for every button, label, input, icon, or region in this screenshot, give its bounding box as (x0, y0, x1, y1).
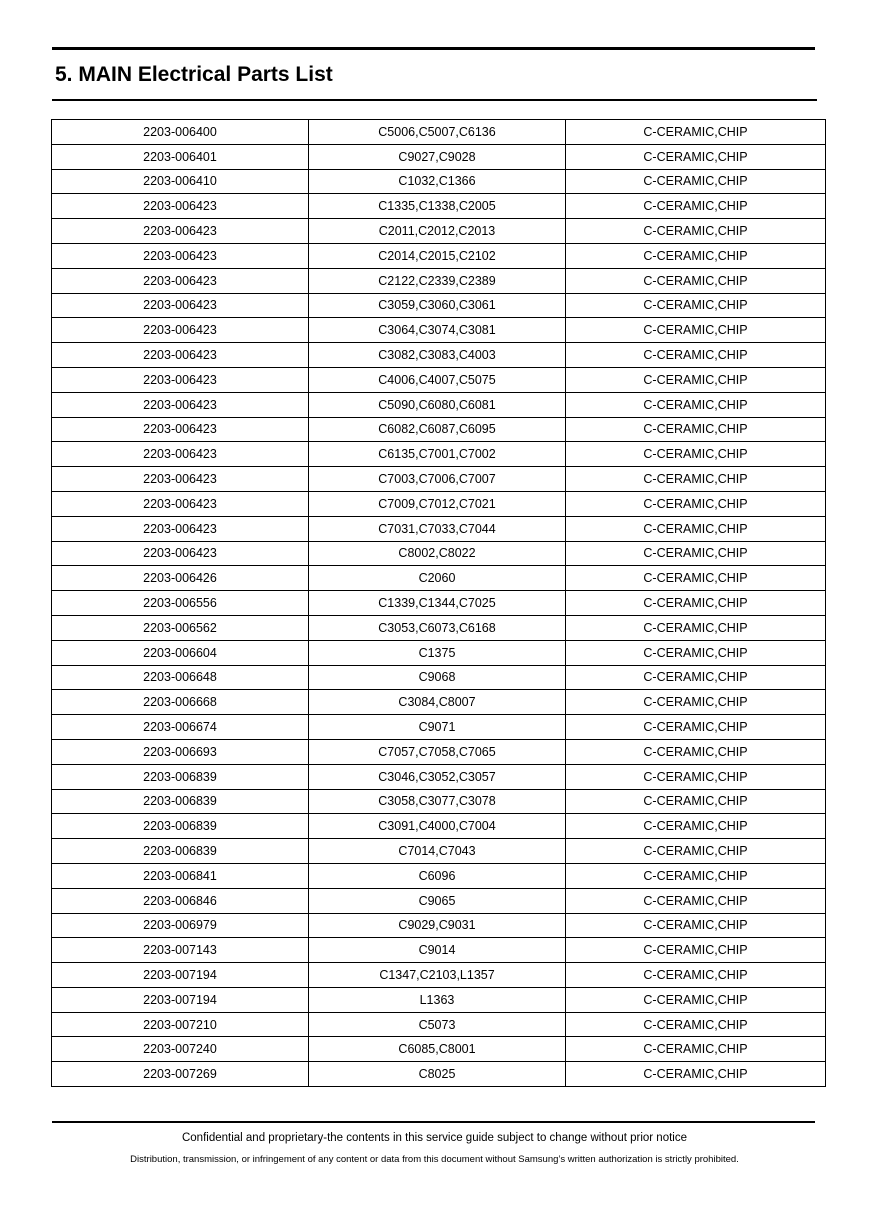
table-row (52, 318, 826, 343)
description-cell: C-CERAMIC,CHIP (566, 839, 826, 864)
location-cell: C3064,C3074,C3081 (309, 318, 566, 343)
part-code-cell: 2203-006423 (52, 268, 309, 293)
location-cell: C6085,C8001 (309, 1037, 566, 1062)
part-code-cell: 2203-006979 (52, 913, 309, 938)
table-row (52, 690, 826, 715)
description-cell: C-CERAMIC,CHIP (566, 1037, 826, 1062)
table-row (52, 144, 826, 169)
location-cell: C1032,C1366 (309, 169, 566, 194)
top-rule (52, 47, 815, 50)
description-cell: C-CERAMIC,CHIP (566, 293, 826, 318)
part-code-cell: 2203-006423 (52, 219, 309, 244)
part-code-cell: 2203-006423 (52, 392, 309, 417)
table-row (52, 665, 826, 690)
part-code-cell: 2203-006423 (52, 442, 309, 467)
location-cell: L1363 (309, 987, 566, 1012)
description-cell: C-CERAMIC,CHIP (566, 1062, 826, 1087)
location-cell: C9065 (309, 888, 566, 913)
description-cell: C-CERAMIC,CHIP (566, 491, 826, 516)
part-code-cell: 2203-006668 (52, 690, 309, 715)
location-cell: C2122,C2339,C2389 (309, 268, 566, 293)
location-cell: C7003,C7006,C7007 (309, 467, 566, 492)
part-code-cell: 2203-006423 (52, 491, 309, 516)
description-cell: C-CERAMIC,CHIP (566, 987, 826, 1012)
table-row (52, 938, 826, 963)
table-row (52, 1062, 826, 1087)
location-cell: C8025 (309, 1062, 566, 1087)
location-cell: C1335,C1338,C2005 (309, 194, 566, 219)
location-cell: C3091,C4000,C7004 (309, 814, 566, 839)
description-cell: C-CERAMIC,CHIP (566, 715, 826, 740)
location-cell: C4006,C4007,C5075 (309, 367, 566, 392)
description-cell: C-CERAMIC,CHIP (566, 169, 826, 194)
location-cell: C3059,C3060,C3061 (309, 293, 566, 318)
table-row (52, 888, 826, 913)
table-row (52, 913, 826, 938)
location-cell: C3046,C3052,C3057 (309, 764, 566, 789)
part-code-cell: 2203-006423 (52, 467, 309, 492)
table-row (52, 243, 826, 268)
description-cell: C-CERAMIC,CHIP (566, 1012, 826, 1037)
table-row (52, 268, 826, 293)
description-cell: C-CERAMIC,CHIP (566, 219, 826, 244)
description-cell: C-CERAMIC,CHIP (566, 516, 826, 541)
title-rule (52, 99, 817, 101)
table-row (52, 541, 826, 566)
location-cell: C7009,C7012,C7021 (309, 491, 566, 516)
description-cell: C-CERAMIC,CHIP (566, 888, 826, 913)
description-cell: C-CERAMIC,CHIP (566, 144, 826, 169)
table-row (52, 715, 826, 740)
location-cell: C9014 (309, 938, 566, 963)
part-code-cell: 2203-007194 (52, 987, 309, 1012)
location-cell: C3082,C3083,C4003 (309, 343, 566, 368)
part-code-cell: 2203-007143 (52, 938, 309, 963)
location-cell: C3084,C8007 (309, 690, 566, 715)
part-code-cell: 2203-006410 (52, 169, 309, 194)
location-cell: C6082,C6087,C6095 (309, 417, 566, 442)
description-cell: C-CERAMIC,CHIP (566, 814, 826, 839)
description-cell: C-CERAMIC,CHIP (566, 367, 826, 392)
table-row (52, 789, 826, 814)
description-cell: C-CERAMIC,CHIP (566, 120, 826, 145)
description-cell: C-CERAMIC,CHIP (566, 243, 826, 268)
table-row (52, 516, 826, 541)
part-code-cell: 2203-006423 (52, 516, 309, 541)
description-cell: C-CERAMIC,CHIP (566, 615, 826, 640)
table-row (52, 863, 826, 888)
part-code-cell: 2203-006839 (52, 814, 309, 839)
table-row (52, 591, 826, 616)
part-code-cell: 2203-006423 (52, 194, 309, 219)
table-row (52, 293, 826, 318)
table-row (52, 392, 826, 417)
location-cell: C3053,C6073,C6168 (309, 615, 566, 640)
table-row (52, 615, 826, 640)
location-cell: C1375 (309, 640, 566, 665)
footer-rule (52, 1121, 815, 1123)
description-cell: C-CERAMIC,CHIP (566, 665, 826, 690)
page-title: 5. MAIN Electrical Parts List (55, 63, 333, 86)
footer-distribution-notice: Distribution, transmission, or infringement of any content or data from this document without Samsung’s written authorization is strictly prohibited. (130, 1154, 739, 1165)
table-row (52, 343, 826, 368)
description-cell: C-CERAMIC,CHIP (566, 963, 826, 988)
description-cell: C-CERAMIC,CHIP (566, 863, 826, 888)
part-code-cell: 2203-006423 (52, 343, 309, 368)
part-code-cell: 2203-006648 (52, 665, 309, 690)
location-cell: C6135,C7001,C7002 (309, 442, 566, 467)
part-code-cell: 2203-007269 (52, 1062, 309, 1087)
part-code-cell: 2203-006556 (52, 591, 309, 616)
part-code-cell: 2203-006841 (52, 863, 309, 888)
part-code-cell: 2203-006562 (52, 615, 309, 640)
description-cell: C-CERAMIC,CHIP (566, 268, 826, 293)
table-row (52, 814, 826, 839)
table-row (52, 219, 826, 244)
part-code-cell: 2203-006839 (52, 789, 309, 814)
location-cell: C1339,C1344,C7025 (309, 591, 566, 616)
location-cell: C5073 (309, 1012, 566, 1037)
description-cell: C-CERAMIC,CHIP (566, 938, 826, 963)
description-cell: C-CERAMIC,CHIP (566, 194, 826, 219)
description-cell: C-CERAMIC,CHIP (566, 913, 826, 938)
table-row (52, 491, 826, 516)
part-code-cell: 2203-007194 (52, 963, 309, 988)
part-code-cell: 2203-006423 (52, 417, 309, 442)
footer-confidential-notice: Confidential and proprietary-the contents in this service guide subject to change without prior notice (181, 1132, 687, 1144)
location-cell: C6096 (309, 863, 566, 888)
table-row (52, 764, 826, 789)
part-code-cell: 2203-007240 (52, 1037, 309, 1062)
description-cell: C-CERAMIC,CHIP (566, 392, 826, 417)
location-cell: C9027,C9028 (309, 144, 566, 169)
location-cell: C9068 (309, 665, 566, 690)
part-code-cell: 2203-006674 (52, 715, 309, 740)
description-cell: C-CERAMIC,CHIP (566, 739, 826, 764)
table-row (52, 839, 826, 864)
description-cell: C-CERAMIC,CHIP (566, 789, 826, 814)
part-code-cell: 2203-006846 (52, 888, 309, 913)
part-code-cell: 2203-006839 (52, 839, 309, 864)
location-cell: C2014,C2015,C2102 (309, 243, 566, 268)
part-code-cell: 2203-006839 (52, 764, 309, 789)
part-code-cell: 2203-006423 (52, 367, 309, 392)
table-row (52, 640, 826, 665)
description-cell: C-CERAMIC,CHIP (566, 591, 826, 616)
table-row (52, 467, 826, 492)
location-cell: C7014,C7043 (309, 839, 566, 864)
location-cell: C7057,C7058,C7065 (309, 739, 566, 764)
location-cell: C2011,C2012,C2013 (309, 219, 566, 244)
description-cell: C-CERAMIC,CHIP (566, 690, 826, 715)
table-row (52, 1012, 826, 1037)
table-row (52, 169, 826, 194)
location-cell: C9071 (309, 715, 566, 740)
description-cell: C-CERAMIC,CHIP (566, 442, 826, 467)
location-cell: C8002,C8022 (309, 541, 566, 566)
location-cell: C9029,C9031 (309, 913, 566, 938)
table-row (52, 417, 826, 442)
location-cell: C2060 (309, 566, 566, 591)
description-cell: C-CERAMIC,CHIP (566, 318, 826, 343)
part-code-cell: 2203-006401 (52, 144, 309, 169)
location-cell: C3058,C3077,C3078 (309, 789, 566, 814)
location-cell: C5090,C6080,C6081 (309, 392, 566, 417)
table-row (52, 120, 826, 145)
part-code-cell: 2203-006423 (52, 541, 309, 566)
location-cell: C5006,C5007,C6136 (309, 120, 566, 145)
location-cell: C7031,C7033,C7044 (309, 516, 566, 541)
part-code-cell: 2203-006400 (52, 120, 309, 145)
description-cell: C-CERAMIC,CHIP (566, 467, 826, 492)
table-row (52, 194, 826, 219)
parts-table (51, 119, 826, 1087)
part-code-cell: 2203-006426 (52, 566, 309, 591)
description-cell: C-CERAMIC,CHIP (566, 343, 826, 368)
description-cell: C-CERAMIC,CHIP (566, 566, 826, 591)
part-code-cell: 2203-006604 (52, 640, 309, 665)
table-row (52, 963, 826, 988)
part-code-cell: 2203-006423 (52, 293, 309, 318)
table-row (52, 442, 826, 467)
table-row (52, 739, 826, 764)
description-cell: C-CERAMIC,CHIP (566, 417, 826, 442)
description-cell: C-CERAMIC,CHIP (566, 764, 826, 789)
table-row (52, 1037, 826, 1062)
part-code-cell: 2203-006693 (52, 739, 309, 764)
description-cell: C-CERAMIC,CHIP (566, 541, 826, 566)
parts-table-body (52, 120, 826, 1087)
part-code-cell: 2203-006423 (52, 243, 309, 268)
part-code-cell: 2203-007210 (52, 1012, 309, 1037)
location-cell: C1347,C2103,L1357 (309, 963, 566, 988)
table-row (52, 566, 826, 591)
table-row (52, 987, 826, 1012)
part-code-cell: 2203-006423 (52, 318, 309, 343)
table-row (52, 367, 826, 392)
description-cell: C-CERAMIC,CHIP (566, 640, 826, 665)
